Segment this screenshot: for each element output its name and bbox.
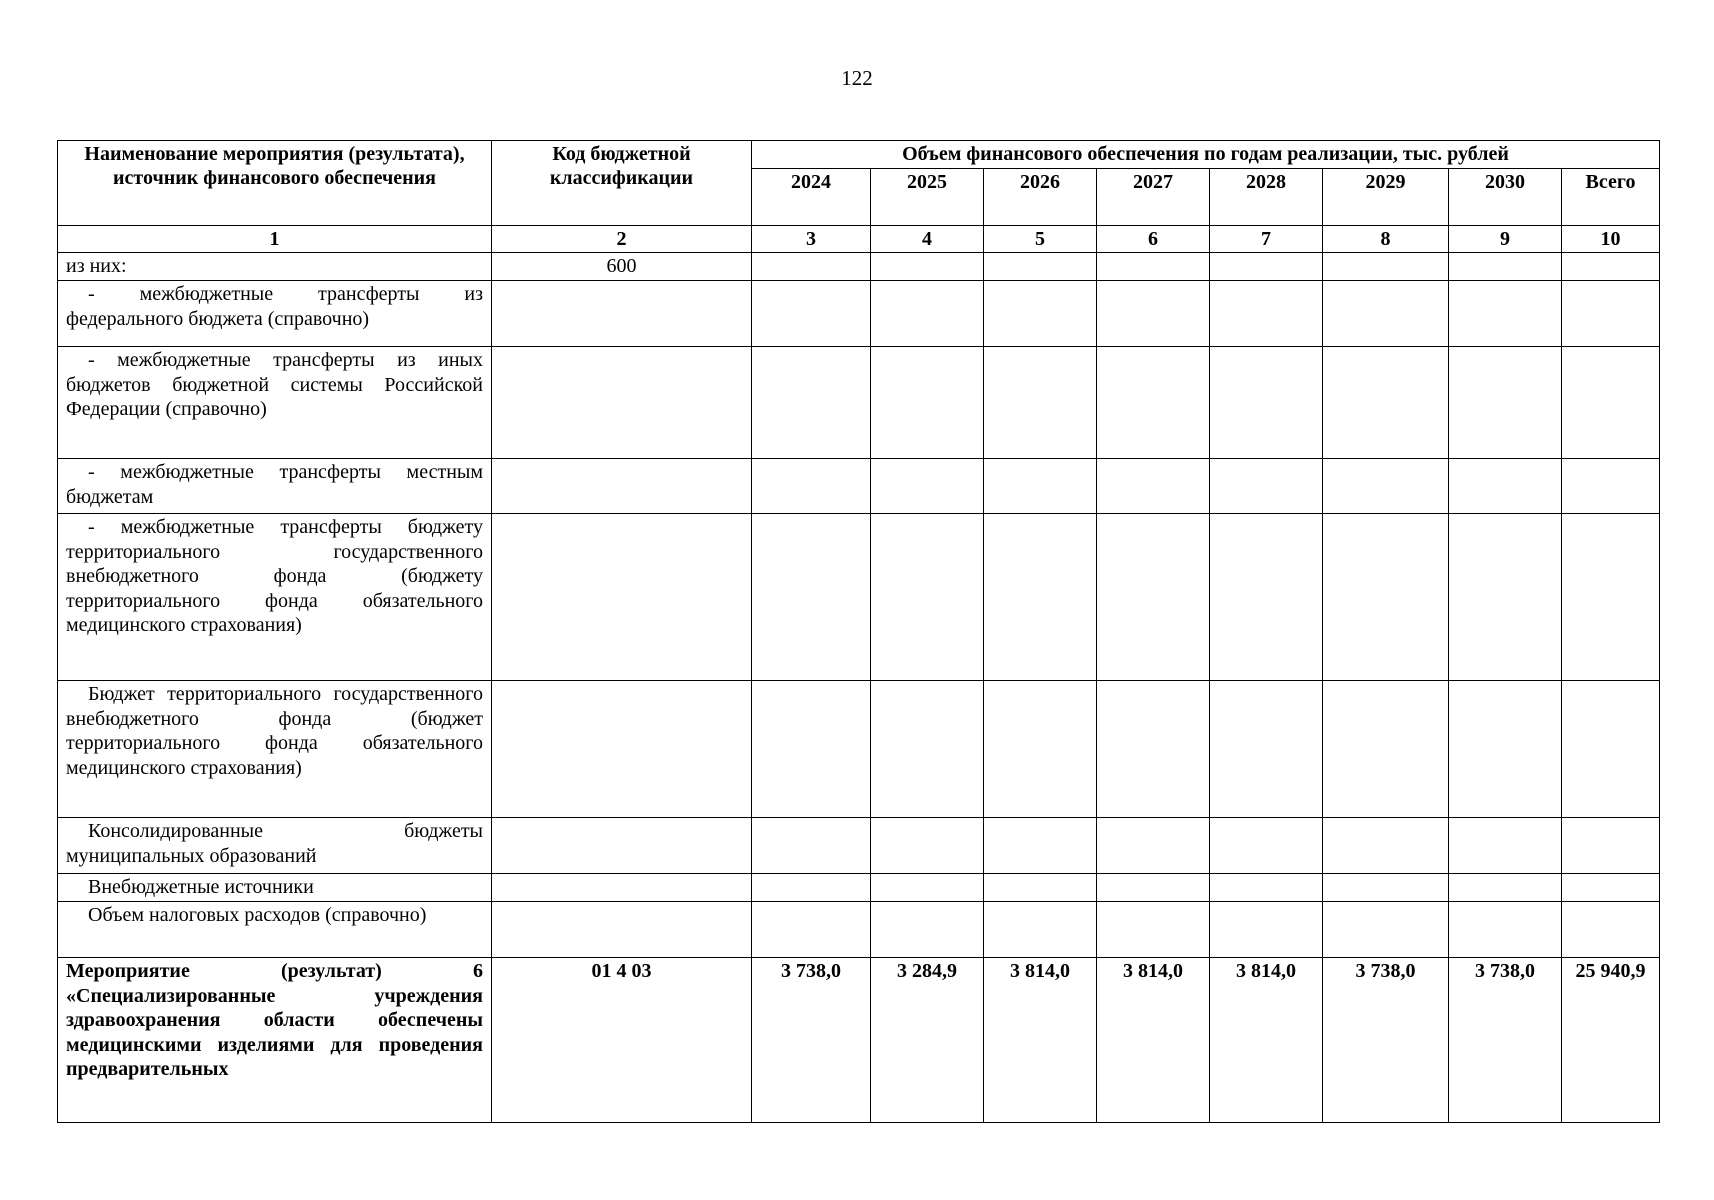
column-number: 10	[1562, 226, 1660, 253]
header-year: 2028	[1210, 169, 1323, 226]
row-year-value	[984, 874, 1097, 902]
row-total	[1562, 281, 1660, 347]
row-code	[492, 514, 752, 681]
row-year-value: 3 738,0	[752, 958, 871, 1123]
table-row	[58, 253, 1660, 281]
funding-table	[57, 140, 1660, 1123]
row-year-value	[1323, 281, 1449, 347]
row-year-value	[984, 681, 1097, 818]
row-code	[492, 347, 752, 459]
row-year-value: 3 738,0	[1449, 958, 1562, 1123]
row-year-value	[871, 874, 984, 902]
header-year: 2024	[752, 169, 871, 226]
table-row	[58, 459, 1660, 514]
row-year-value	[1323, 459, 1449, 514]
row-year-value	[752, 253, 871, 281]
column-number: 4	[871, 226, 984, 253]
header-volume: Объем финансового обеспечения по годам реализации, тыс. рублей	[752, 141, 1660, 169]
row-year-value	[1097, 514, 1210, 681]
row-year-value: 3 814,0	[1210, 958, 1323, 1123]
table-row	[58, 818, 1660, 874]
row-year-value	[752, 281, 871, 347]
header-year: 2030	[1449, 169, 1562, 226]
row-year-value	[871, 459, 984, 514]
row-year-value	[1210, 681, 1323, 818]
row-total	[1562, 459, 1660, 514]
row-year-value	[1210, 514, 1323, 681]
row-year-value	[1323, 681, 1449, 818]
row-year-value	[1210, 874, 1323, 902]
row-year-value	[1097, 902, 1210, 958]
row-year-value	[752, 818, 871, 874]
row-code: 600	[492, 253, 752, 281]
row-year-value	[752, 459, 871, 514]
row-year-value	[752, 347, 871, 459]
page-number: 122	[841, 66, 873, 90]
row-name: Консолидированные бюджеты муниципальных образований	[58, 818, 492, 874]
column-number: 8	[1323, 226, 1449, 253]
row-year-value	[1097, 681, 1210, 818]
row-year-value	[1449, 874, 1562, 902]
row-year-value	[752, 874, 871, 902]
header-year: 2026	[984, 169, 1097, 226]
table-row	[58, 902, 1660, 958]
row-code	[492, 874, 752, 902]
header-total: Всего	[1562, 169, 1660, 226]
row-total: 25 940,9	[1562, 958, 1660, 1123]
row-name: Внебюджетные источники	[58, 874, 492, 902]
row-year-value	[984, 253, 1097, 281]
column-number: 3	[752, 226, 871, 253]
row-name: - межбюджетные трансферты местным бюджетам	[58, 459, 492, 514]
table-row	[58, 514, 1660, 681]
column-number-row	[58, 226, 1660, 253]
row-code	[492, 281, 752, 347]
column-number: 9	[1449, 226, 1562, 253]
row-year-value	[1449, 514, 1562, 681]
row-year-value	[1449, 902, 1562, 958]
row-year-value	[1323, 347, 1449, 459]
row-year-value	[1210, 253, 1323, 281]
row-year-value	[984, 281, 1097, 347]
row-year-value	[871, 818, 984, 874]
row-year-value	[1097, 281, 1210, 347]
header-row-1	[58, 141, 1660, 169]
row-year-value	[1323, 253, 1449, 281]
row-year-value	[1449, 681, 1562, 818]
row-name: - межбюджетные трансферты из иных бюджетов бюджетной системы Российской Федерации (справочно)	[58, 347, 492, 459]
row-year-value	[871, 253, 984, 281]
column-number: 6	[1097, 226, 1210, 253]
row-total	[1562, 681, 1660, 818]
row-year-value	[1210, 459, 1323, 514]
row-year-value	[1449, 281, 1562, 347]
table-row	[58, 281, 1660, 347]
header-year: 2025	[871, 169, 984, 226]
row-name: Объем налоговых расходов (справочно)	[58, 902, 492, 958]
row-name: - межбюджетные трансферты бюджету территориального государственного внебюджетного фонда (бюджету территориального фонда обязательного медицинского страхования)	[58, 514, 492, 681]
row-total	[1562, 874, 1660, 902]
header-year: 2027	[1097, 169, 1210, 226]
row-year-value	[984, 347, 1097, 459]
row-year-value	[871, 347, 984, 459]
row-code	[492, 902, 752, 958]
header-name: Наименование мероприятия (результата), источник финансового обеспечения	[58, 141, 492, 226]
row-total	[1562, 347, 1660, 459]
table-row	[58, 958, 1660, 1123]
row-year-value	[1097, 459, 1210, 514]
row-total	[1562, 253, 1660, 281]
row-year-value: 3 738,0	[1323, 958, 1449, 1123]
row-year-value	[1210, 347, 1323, 459]
row-name: - межбюджетные трансферты из федерального бюджета (справочно)	[58, 281, 492, 347]
table-row	[58, 874, 1660, 902]
row-year-value	[1210, 281, 1323, 347]
row-year-value	[1097, 347, 1210, 459]
row-name: из них:	[58, 253, 492, 281]
row-year-value	[871, 681, 984, 818]
column-number: 1	[58, 226, 492, 253]
row-name: Бюджет территориального государственного внебюджетного фонда (бюджет территориального фонда обязательного медицинского страхования)	[58, 681, 492, 818]
row-year-value	[984, 818, 1097, 874]
table-row	[58, 347, 1660, 459]
row-year-value	[984, 459, 1097, 514]
row-year-value: 3 814,0	[1097, 958, 1210, 1123]
row-year-value	[984, 514, 1097, 681]
row-year-value	[871, 281, 984, 347]
row-year-value	[1210, 818, 1323, 874]
row-code	[492, 459, 752, 514]
row-total	[1562, 902, 1660, 958]
row-year-value	[1323, 514, 1449, 681]
row-year-value	[1449, 818, 1562, 874]
column-number: 5	[984, 226, 1097, 253]
header-code: Код бюджетной классификации	[492, 141, 752, 226]
column-number: 2	[492, 226, 752, 253]
row-year-value	[752, 902, 871, 958]
row-year-value	[1097, 874, 1210, 902]
row-year-value	[1323, 874, 1449, 902]
row-year-value	[1210, 902, 1323, 958]
row-year-value: 3 284,9	[871, 958, 984, 1123]
row-year-value	[1097, 253, 1210, 281]
row-year-value	[752, 681, 871, 818]
row-year-value	[752, 514, 871, 681]
row-code	[492, 818, 752, 874]
row-code: 01 4 03	[492, 958, 752, 1123]
header-year: 2029	[1323, 169, 1449, 226]
row-total	[1562, 514, 1660, 681]
row-year-value	[1449, 253, 1562, 281]
row-year-value	[1097, 818, 1210, 874]
column-number: 7	[1210, 226, 1323, 253]
row-year-value: 3 814,0	[984, 958, 1097, 1123]
row-year-value	[984, 902, 1097, 958]
row-year-value	[871, 902, 984, 958]
row-year-value	[1449, 347, 1562, 459]
row-name: Мероприятие (результат) 6 «Специализированные учреждения здравоохранения области обеспечены медицинскими изделиями для проведения предварительных	[58, 958, 492, 1123]
row-year-value	[1449, 459, 1562, 514]
row-code	[492, 681, 752, 818]
row-year-value	[1323, 818, 1449, 874]
table-row	[58, 681, 1660, 818]
row-year-value	[871, 514, 984, 681]
row-year-value	[1323, 902, 1449, 958]
row-total	[1562, 818, 1660, 874]
